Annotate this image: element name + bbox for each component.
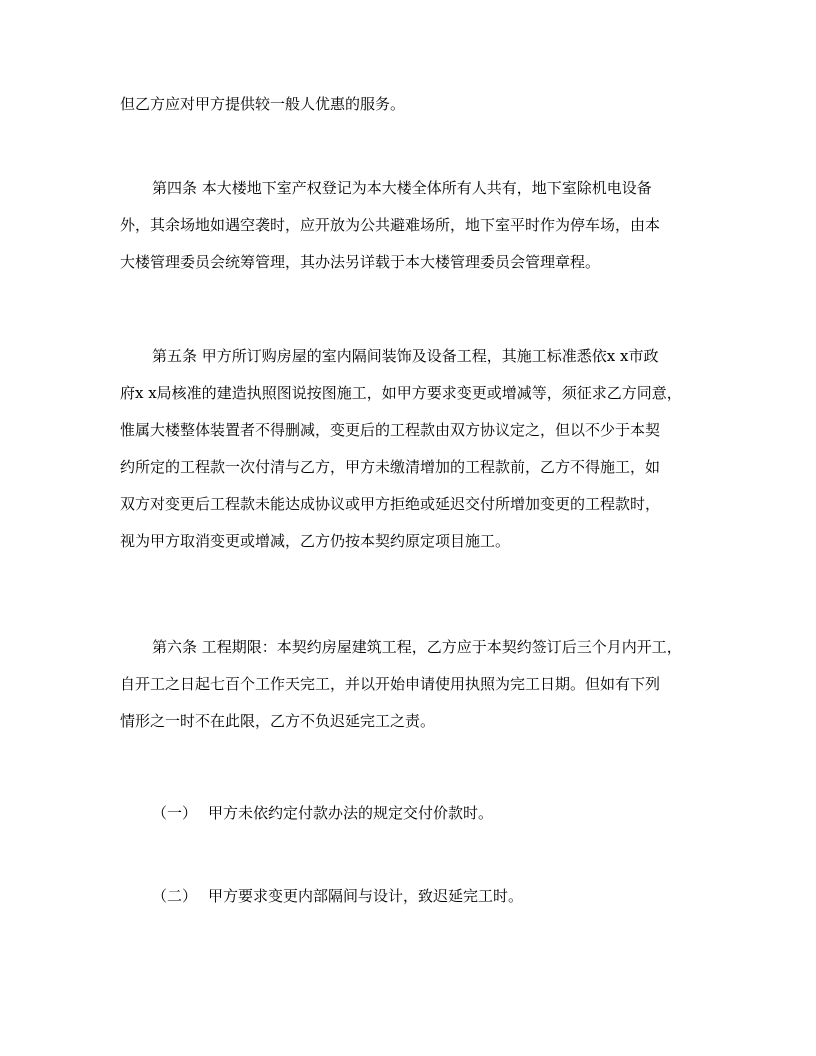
list-item bbox=[152, 795, 493, 832]
article-4-paragraph bbox=[120, 170, 696, 281]
text-line: 自开工之日起七百个工作天完工，并以开始申请使用执照为完工日期。但如有下列 bbox=[120, 675, 661, 693]
article-6-paragraph bbox=[120, 629, 696, 740]
list-item-number: （一） bbox=[152, 804, 198, 822]
text-line: 大楼管理委员会统筹管理，其办法另详载于本大楼管理委员会管理章程。 bbox=[120, 253, 601, 271]
list-item-text: 甲方要求变更内部隔间与设计，致迟延完工时。 bbox=[208, 887, 524, 905]
text-line: 府x x局核准的建造执照图说按图施工，如甲方要求变更或增减等，须征求乙方同意， bbox=[120, 384, 682, 402]
text-line: 约所定的工程款一次付清与乙方，甲方未缴清增加的工程款前，乙方不得施工，如 bbox=[120, 458, 661, 476]
list-item-text: 甲方未依约定付款办法的规定交付价款时。 bbox=[208, 804, 494, 822]
text-line: 第四条 本大楼地下室产权登记为本大楼全体所有人共有，地下室除机电设备 bbox=[152, 179, 652, 197]
continuation-paragraph bbox=[120, 86, 696, 123]
list-item bbox=[152, 878, 523, 915]
text-line: 情形之一时不在此限，乙方不负迟延完工之责。 bbox=[120, 712, 436, 730]
text-line: 视为甲方取消变更或增减，乙方仍按本契约原定项目施工。 bbox=[120, 532, 511, 550]
text-line: 外，其余场地如遇空袭时，应开放为公共避难场所，地下室平时作为停车场，由本 bbox=[120, 216, 661, 234]
text-line: 第五条 甲方所订购房屋的室内隔间装饰及设备工程，其施工标准悉依x x市政 bbox=[152, 347, 659, 365]
text-line: 惟属大楼整体装置者不得删减，变更后的工程款由双方协议定之，但以不少于本契 bbox=[120, 421, 661, 439]
text-line: 双方对变更后工程款未能达成协议或甲方拒绝或延迟交付所增加变更的工程款时， bbox=[120, 495, 661, 513]
article-5-paragraph bbox=[120, 338, 696, 560]
text-line: 第六条 工程期限：本契约房屋建筑工程，乙方应于本契约签订后三个月内开工， bbox=[152, 638, 682, 656]
list-item-number: （二） bbox=[152, 887, 198, 905]
text-line: 但乙方应对甲方提供较一般人优惠的服务。 bbox=[120, 95, 406, 113]
